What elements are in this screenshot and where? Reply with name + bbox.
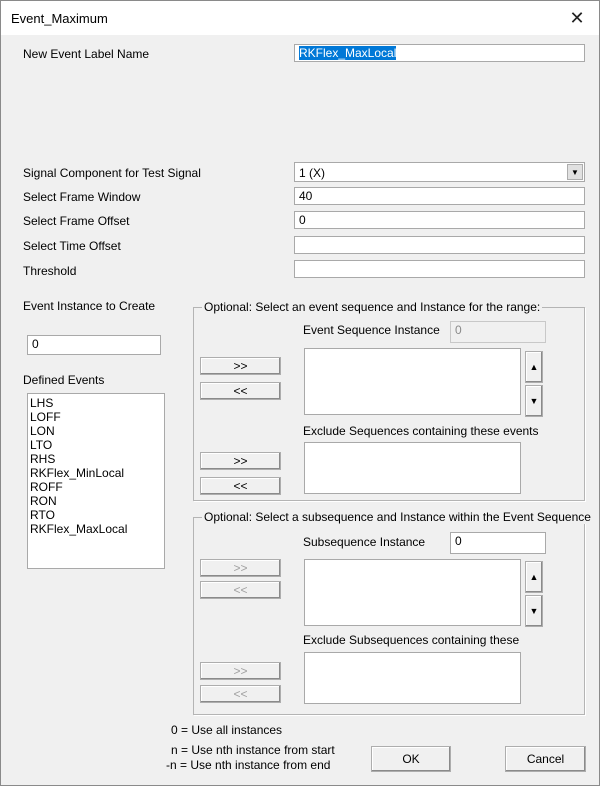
sequence-up-button[interactable]	[525, 351, 543, 383]
seq-instance-label: Event Sequence Instance	[303, 323, 440, 337]
threshold-label: Threshold	[23, 264, 77, 278]
subsequence-add-button[interactable]: >>	[200, 559, 281, 577]
note-nth-end: -n = Use nth instance from end	[166, 758, 331, 772]
list-item[interactable]: RKFlex_MaxLocal	[30, 522, 128, 536]
sequence-list[interactable]	[304, 348, 521, 415]
exclude-subsequences-list[interactable]	[304, 652, 521, 704]
subsequence-remove-button[interactable]: <<	[200, 581, 281, 599]
instance-label: Event Instance to Create	[23, 299, 156, 313]
time-offset-label: Select Time Offset	[23, 239, 121, 253]
label-name-input[interactable]: RKFlex_MaxLocal	[294, 44, 585, 62]
frame-window-label: Select Frame Window	[23, 190, 141, 204]
list-item[interactable]: LTO	[30, 438, 53, 452]
subsequence-down-button[interactable]	[525, 595, 543, 627]
list-item[interactable]: RTO	[30, 508, 55, 522]
arrow-down-icon: ▼	[529, 396, 539, 406]
frame-window-input[interactable]: 40	[294, 187, 585, 205]
list-item[interactable]: LOFF	[30, 410, 61, 424]
exclude-sequences-list[interactable]	[304, 442, 521, 494]
list-item[interactable]: RHS	[30, 452, 56, 466]
list-item[interactable]: LON	[30, 424, 55, 438]
event-sequence-legend: Optional: Select an event sequence and Instance for the range:	[204, 300, 541, 314]
frame-offset-label: Select Frame Offset	[23, 214, 130, 228]
exclude-subseq-remove-button[interactable]: <<	[200, 685, 281, 703]
sequence-add-button[interactable]: >>	[200, 357, 281, 375]
arrow-up-icon: ▲	[529, 362, 539, 372]
cancel-button[interactable]: Cancel	[505, 746, 586, 772]
exclude-subsequences-label: Exclude Subsequences containing these	[303, 633, 520, 647]
list-item[interactable]: LHS	[30, 396, 54, 410]
subseq-instance-label: Subsequence Instance	[303, 535, 426, 549]
subsequence-legend: Optional: Select a subsequence and Instance within the Event Sequence	[204, 510, 591, 524]
arrow-up-icon: ▲	[529, 572, 539, 582]
defined-events-list[interactable]	[27, 393, 165, 569]
subsequence-up-button[interactable]	[525, 561, 543, 593]
list-item[interactable]: RKFlex_MinLocal	[30, 466, 125, 480]
signal-component-select[interactable]	[294, 162, 585, 182]
arrow-down-icon: ▼	[529, 606, 539, 616]
note-nth-start: n = Use nth instance from start	[171, 743, 335, 757]
ok-button[interactable]: OK	[371, 746, 451, 772]
list-item[interactable]: RON	[30, 494, 57, 508]
list-item[interactable]: ROFF	[30, 480, 63, 494]
exclude-subseq-add-button[interactable]: >>	[200, 662, 281, 680]
chevron-down-icon[interactable]: ▼	[567, 164, 583, 180]
threshold-input[interactable]	[294, 260, 585, 278]
note-all-instances: 0 = Use all instances	[171, 723, 283, 737]
exclude-seq-remove-button[interactable]: <<	[200, 477, 281, 495]
sequence-remove-button[interactable]: <<	[200, 382, 281, 400]
signal-component-value: 1 (X)	[299, 166, 326, 180]
subsequence-list[interactable]	[304, 559, 521, 626]
time-offset-input[interactable]	[294, 236, 585, 254]
exclude-sequences-label: Exclude Sequences containing these events	[303, 424, 539, 438]
subseq-instance-input[interactable]: 0	[450, 532, 546, 554]
close-icon[interactable]: ✕	[569, 7, 585, 28]
seq-instance-input[interactable]: 0	[450, 321, 546, 343]
window-title: Event_Maximum	[11, 11, 108, 26]
title-bar	[1, 1, 599, 35]
frame-offset-input[interactable]: 0	[294, 211, 585, 229]
sequence-down-button[interactable]	[525, 385, 543, 417]
exclude-seq-add-button[interactable]: >>	[200, 452, 281, 470]
instance-input[interactable]: 0	[27, 335, 161, 355]
defined-events-label: Defined Events	[23, 373, 105, 387]
label-name-label: New Event Label Name	[23, 47, 150, 61]
signal-component-label: Signal Component for Test Signal	[23, 166, 201, 180]
